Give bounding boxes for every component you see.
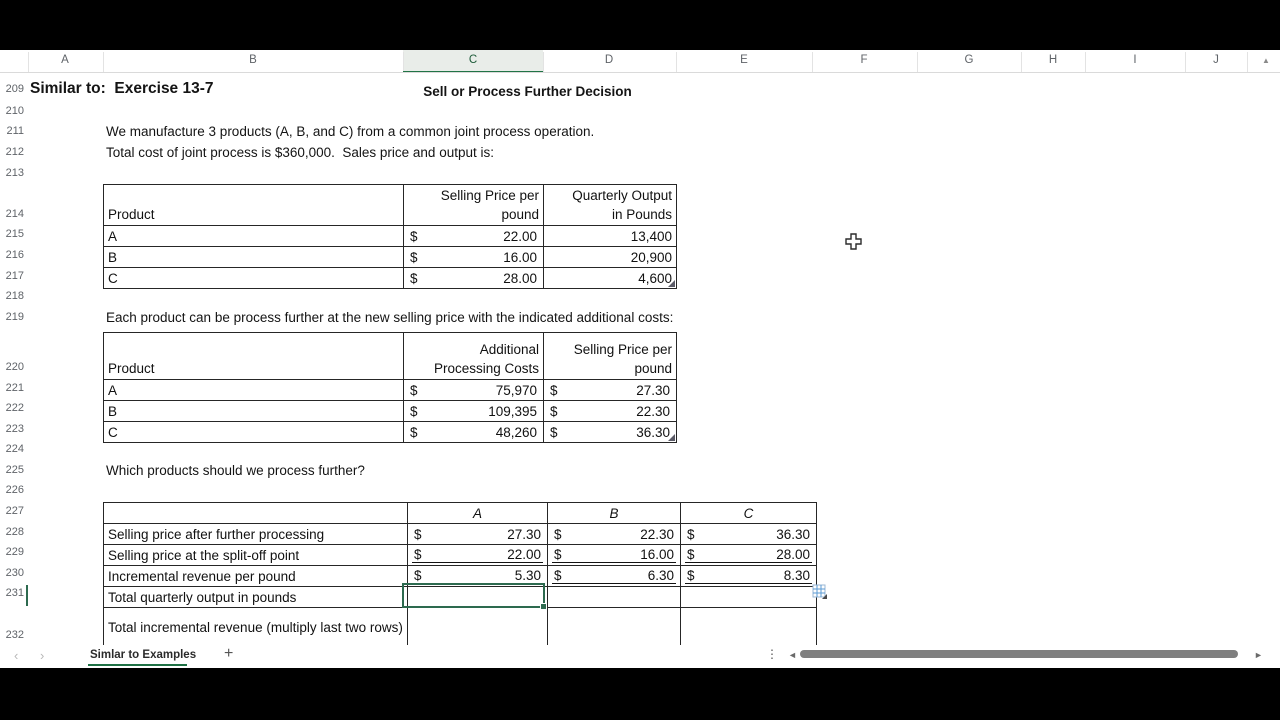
intro-line-1[interactable]: We manufacture 3 products (A, B, and C) from a common joint process operation. xyxy=(106,124,595,139)
table3-corner-cell[interactable] xyxy=(104,503,408,524)
row-header-228[interactable]: 228 xyxy=(5,526,24,538)
column-header-g[interactable]: G xyxy=(964,54,974,66)
row-header-230[interactable]: 230 xyxy=(5,567,24,579)
cell-empty[interactable] xyxy=(548,608,681,649)
column-separator xyxy=(543,52,544,72)
fill-handle[interactable] xyxy=(540,603,547,610)
h-scroll-right-arrow[interactable]: ► xyxy=(1254,650,1263,660)
table3-header-a[interactable]: A xyxy=(408,503,548,524)
cell-value[interactable]: $ 16.00 xyxy=(548,545,681,566)
column-header-h[interactable]: H xyxy=(1048,54,1058,66)
row-header-227[interactable]: 227 xyxy=(5,505,24,517)
exercise-title[interactable]: Similar to: Exercise 13-7 xyxy=(30,80,214,97)
cell-product[interactable]: B xyxy=(104,247,404,268)
cell-empty[interactable] xyxy=(548,587,681,608)
cell-product[interactable]: C xyxy=(104,268,404,289)
cell-price[interactable]: $ 36.30 xyxy=(544,422,677,443)
table3-header-c[interactable]: C xyxy=(681,503,817,524)
row-header-222[interactable]: 222 xyxy=(5,402,24,414)
column-separator xyxy=(1021,52,1022,72)
column-header-i[interactable]: I xyxy=(1133,54,1137,66)
row-header-229[interactable]: 229 xyxy=(5,546,24,558)
column-separator xyxy=(403,52,404,72)
column-separator xyxy=(676,52,677,72)
cell-price[interactable]: $ 22.30 xyxy=(544,401,677,422)
cell-value[interactable]: $ 22.00 xyxy=(408,545,548,566)
column-header-c[interactable]: C xyxy=(468,54,478,66)
process-further-note[interactable]: Each product can be process further at the new selling price with the indicated additional costs: xyxy=(106,310,674,325)
column-separator xyxy=(812,52,813,72)
table1-header-price[interactable] xyxy=(404,185,544,226)
top-letterbox xyxy=(0,0,1280,50)
column-separator xyxy=(1085,52,1086,72)
row-header-211[interactable]: 211 xyxy=(6,125,24,137)
cell-output[interactable]: 4,600 xyxy=(544,268,677,289)
row-header-216[interactable]: 216 xyxy=(5,249,24,261)
bottom-letterbox xyxy=(0,668,1280,720)
cell-cost[interactable]: $ 48,260 xyxy=(404,422,544,443)
column-header-a[interactable]: A xyxy=(61,54,69,66)
column-header-b[interactable]: B xyxy=(249,54,257,66)
column-header-e[interactable]: E xyxy=(740,54,748,66)
header-line: pound xyxy=(634,361,672,376)
scroll-up-icon[interactable]: ▲ xyxy=(1262,56,1270,65)
row-header-232[interactable]: 232 xyxy=(5,629,24,641)
cell-price[interactable]: $ 16.00 xyxy=(404,247,544,268)
header-line: in Pounds xyxy=(611,207,672,222)
analysis-table xyxy=(103,502,817,649)
column-header-j[interactable]: J xyxy=(1213,54,1219,66)
row-label[interactable]: Selling price at the split-off point xyxy=(104,545,408,566)
paste-options-icon xyxy=(812,584,828,600)
row-header-219[interactable]: 219 xyxy=(5,311,24,323)
row-label[interactable]: Incremental revenue per pound xyxy=(104,566,408,587)
cell-price[interactable]: $ 22.00 xyxy=(404,226,544,247)
cell-note-marker xyxy=(668,434,675,441)
h-scroll-left-arrow[interactable]: ◄ xyxy=(788,650,797,660)
active-sheet-tab-underline xyxy=(88,664,187,666)
header-divider xyxy=(0,72,1280,73)
column-separator xyxy=(1247,52,1248,72)
column-separator xyxy=(103,52,104,72)
cell-price[interactable]: $ 27.30 xyxy=(544,380,677,401)
table1-header-output[interactable] xyxy=(544,185,677,226)
next-sheet-button[interactable]: › xyxy=(40,648,45,663)
cell-value[interactable]: $ 8.30 xyxy=(681,566,817,587)
cell-empty[interactable] xyxy=(408,608,548,649)
cell-value[interactable]: $ 36.30 xyxy=(681,524,817,545)
row-header-210[interactable]: 210 xyxy=(5,105,24,117)
header-line: Additional xyxy=(479,342,539,357)
table3-header-b[interactable]: B xyxy=(548,503,681,524)
cell-product[interactable]: A xyxy=(104,380,404,401)
table2-header-price[interactable] xyxy=(544,333,677,380)
add-sheet-button[interactable]: + xyxy=(224,645,234,662)
row-header-224[interactable]: 224 xyxy=(5,443,24,455)
table2-header-product[interactable]: Product xyxy=(104,333,404,380)
cell-output[interactable]: 13,400 xyxy=(544,226,677,247)
cell-cost[interactable]: $ 109,395 xyxy=(404,401,544,422)
cell-value[interactable]: $ 28.00 xyxy=(681,545,817,566)
column-header-f[interactable]: F xyxy=(860,54,868,66)
cell-value[interactable]: $ 27.30 xyxy=(408,524,548,545)
row-header-223[interactable]: 223 xyxy=(5,423,24,435)
header-line: Quarterly Output xyxy=(572,188,672,203)
row-label[interactable]: Selling price after further processing xyxy=(104,524,408,545)
paste-options-button[interactable] xyxy=(812,584,828,605)
table1-header-product[interactable]: Product xyxy=(104,185,404,226)
row-header-220[interactable]: 220 xyxy=(5,361,24,373)
row-header-221[interactable]: 221 xyxy=(5,382,24,394)
row-label[interactable]: Total quarterly output in pounds xyxy=(104,587,408,608)
cell-value[interactable]: $ 6.30 xyxy=(548,566,681,587)
row-header-225[interactable]: 225 xyxy=(5,464,24,476)
column-header-row xyxy=(0,50,1280,73)
cell-value[interactable]: $ 22.30 xyxy=(548,524,681,545)
column-header-d[interactable]: D xyxy=(604,54,614,66)
active-cell-outline xyxy=(402,583,545,608)
row-header-212[interactable]: 212 xyxy=(5,146,24,158)
cell-product[interactable]: A xyxy=(104,226,404,247)
sheet-tab-bar xyxy=(0,645,1280,668)
cell-empty[interactable] xyxy=(681,587,817,608)
cell-cost[interactable]: $ 75,970 xyxy=(404,380,544,401)
row-header-231[interactable]: 231 xyxy=(5,587,24,599)
cell-empty[interactable] xyxy=(681,608,817,649)
row-label[interactable]: Total incremental revenue (multiply last two rows) xyxy=(104,608,408,649)
header-line: pound xyxy=(501,207,539,222)
processing-costs-table xyxy=(103,332,677,443)
cell-product[interactable]: B xyxy=(104,401,404,422)
table2-header-costs[interactable] xyxy=(404,333,544,380)
price-output-table xyxy=(103,184,677,289)
tab-scrollbar-splitter[interactable]: ⋮ xyxy=(766,647,778,661)
cell-output[interactable]: 20,900 xyxy=(544,247,677,268)
intro-line-2[interactable]: Total cost of joint process is $360,000. Sales price and output is: xyxy=(106,145,494,160)
prev-sheet-button[interactable]: ‹ xyxy=(14,648,19,663)
analysis-question[interactable]: Which products should we process further? xyxy=(106,463,365,478)
excel-cell-cursor-icon xyxy=(845,233,862,255)
header-line: Selling Price per xyxy=(440,188,539,203)
sheet-section-title[interactable]: Sell or Process Further Decision xyxy=(423,84,632,99)
cell-price[interactable]: $ 28.00 xyxy=(404,268,544,289)
row-header-226[interactable]: 226 xyxy=(5,484,24,496)
sheet-tab-similar-to-examples[interactable]: Simlar to Examples xyxy=(90,649,197,661)
column-separator xyxy=(28,52,29,72)
cell-product[interactable]: C xyxy=(104,422,404,443)
row-header-218[interactable]: 218 xyxy=(5,290,24,302)
header-line: Selling Price per xyxy=(573,342,672,357)
column-separator xyxy=(1185,52,1186,72)
row-header-214[interactable]: 214 xyxy=(5,208,24,220)
row-header-209[interactable]: 209 xyxy=(5,83,24,95)
cell-note-marker xyxy=(668,280,675,287)
selected-row-indicator xyxy=(26,585,28,606)
cell-value[interactable]: $ 5.30 xyxy=(408,566,548,587)
row-header-213[interactable]: 213 xyxy=(5,167,24,179)
column-separator xyxy=(917,52,918,72)
h-scrollbar-thumb[interactable] xyxy=(800,650,1238,658)
row-header-215[interactable]: 215 xyxy=(5,228,24,240)
header-line: Processing Costs xyxy=(433,361,539,376)
row-header-217[interactable]: 217 xyxy=(5,270,24,282)
